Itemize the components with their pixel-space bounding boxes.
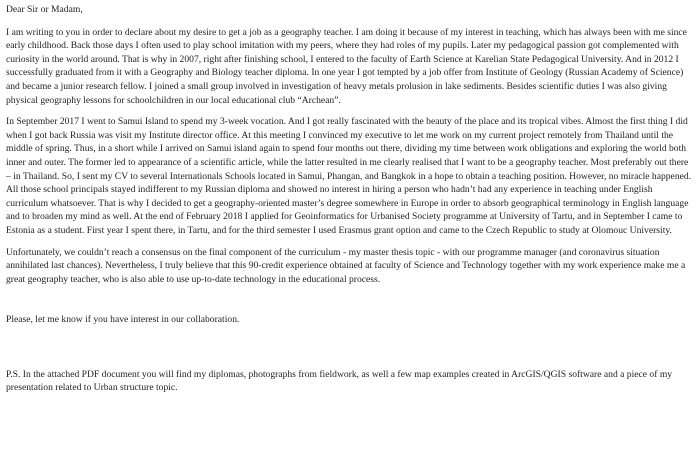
paragraph-conclusion: Unfortunately, we couldn’t reach a consensus on the final component of the curriculum - my master thesis topic - with our programme manager (and coronavirus situation annihilated last chances). Nevertheless, I truly believe that this 90-credit experience obtained at faculty of Science and Technology together with my work experience make me a great geography teacher, who is also able to use up-to-date technology in the educational process.	[6, 246, 686, 285]
paragraph-request: Please, let me know if you have interest in our collaboration.	[6, 314, 240, 326]
postscript: P.S. In the attached PDF document you will find my diplomas, photographs from fieldwork, as well a few map examples created in ArcGIS/QGIS software and a piece of my presentation related to Urban structure topic.	[6, 368, 673, 394]
salutation: Dear Sir or Madam,	[6, 4, 83, 15]
paragraph-thailand-experience: In September 2017 I went to Samui Island to spend my 3-week vocation. And I got really fascinated with the beauty of the place and its tropical vibes. Almost the first thing I did when I got back Russia was visit my Institute director office. At this meeting I convinced my executive to let me work on my current project remotely from Thailand until the middle of spring. Thus, in a short while I arrived on Samui island again to spend four months out there, dividing my time between work obligations and exploring the world both inner and outer. The former led to appearance of a scientific article, while the latter resulted in me clearly realised that I want to be a geography teacher. Most preferably out there – in Thailand. So, I sent my CV to several Internationals Schools located in Samui, Phangan, and Bangkok in a hope to obtain a teaching position. However, no miracle happened. All those school principals stayed indifferent to my Russian diploma and showed no interest in hiring a person who hadn’t had any experience in teaching under English curriculum whatsoever. That is why I decided to get a geography-oriented master’s degree somewhere in Europe in order to absorb geographical terminology in English language and to broaden my mind as well. At the end of February 2018 I applied for Geoinformatics for Urbanised Society programme at University of Tartu, and in September I came to Estonia as a student. First year I spent there, in Tartu, and for the third semester I used Erasmus grant option and came to the Czech Republic to study at Olomouc University.	[6, 116, 692, 236]
paragraph-background: I am writing to you in order to declare about my desire to get a job as a geography teacher. I am doing it because of my interest in teaching, which has always been with me since early childhood. Back those days I often used to play school imitation with my peers, where they had roles of my pupils. Later my pedagogical passion got complemented with curiosity in the world around. That is why in 2007, right after finishing school, I entered to the faculty of Earth Science at Karelian State Pedagogical University. And in 2012 I successfully graduated from it with a Geography and Biology teacher diploma. In one year I got tempted by a job offer from Institute of Geology (Russian Academy of Science) and became a junior research fellow. I joined a small group involved in investigation of heavy metals prolusion in lake sediments. Besides scientific duties I was also giving physical geography lessons for schoolchildren in our local educational club “Archean”.	[6, 26, 687, 106]
